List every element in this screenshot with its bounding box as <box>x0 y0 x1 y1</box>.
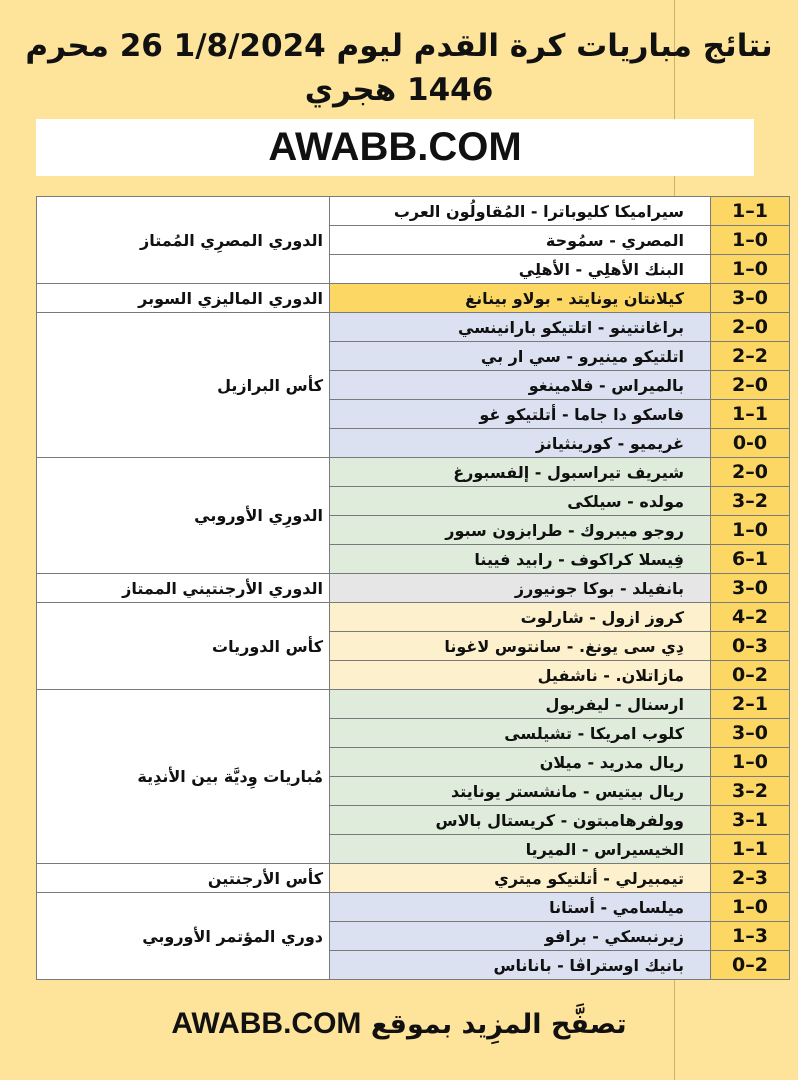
league-name: كأس الدوريات <box>37 603 330 690</box>
match-score: 3–0 <box>711 719 790 748</box>
match-teams: شيريف تيراسبول - إلفسبورغ <box>330 458 711 487</box>
match-score: 1–1 <box>711 835 790 864</box>
match-score: 2–2 <box>711 342 790 371</box>
match-score: 0–2 <box>711 661 790 690</box>
footer-text: تصفَّح المزِيد بموقع <box>370 1009 627 1040</box>
match-score: 1–0 <box>711 748 790 777</box>
match-teams: بانفيلد - بوكا جونيورز <box>330 574 711 603</box>
match-row <box>37 603 790 632</box>
match-teams: تيمبيرلي - أتلتيكو ميتري <box>330 864 711 893</box>
league-name: مُباريات وِديَّة بين الأندِية <box>37 690 330 864</box>
match-score: 1–0 <box>711 255 790 284</box>
match-teams: فاسكو دا جاما - أتلتيكو غو <box>330 400 711 429</box>
match-teams: كيلانتان يونايتد - بولاو بينانغ <box>330 284 711 313</box>
footer-site-link[interactable]: AWABB.COM <box>171 1007 362 1040</box>
match-row <box>37 893 790 922</box>
match-teams: بالميراس - فلامينغو <box>330 371 711 400</box>
match-teams: بانيك اوستراڤا - باناناس <box>330 951 711 980</box>
match-teams: مازاتلان. - ناشفيل <box>330 661 711 690</box>
match-teams: سيراميكا كليوباترا - المُقاولُون العرب <box>330 197 711 226</box>
match-teams: وولفرهامبتون - كريستال بالاس <box>330 806 711 835</box>
league-name: الدوري المصرِي المُمتاز <box>37 197 330 284</box>
match-score: 0-0 <box>711 429 790 458</box>
match-teams: غريميو - كورينثيانز <box>330 429 711 458</box>
league-name: الدورِي الأوروبي <box>37 458 330 574</box>
match-score: 3–0 <box>711 574 790 603</box>
match-score: 1–0 <box>711 226 790 255</box>
match-score: 0–3 <box>711 632 790 661</box>
match-teams: المصري - سمُوحة <box>330 226 711 255</box>
match-teams: الخيسيراس - الميريا <box>330 835 711 864</box>
match-score: 2–0 <box>711 313 790 342</box>
league-name: كأس الأرجنتين <box>37 864 330 893</box>
results-table <box>36 196 790 980</box>
match-row <box>37 458 790 487</box>
match-row <box>37 197 790 226</box>
match-teams: مولده - سيلكى <box>330 487 711 516</box>
match-score: 1–1 <box>711 400 790 429</box>
match-teams: فِيسلا كراكوف - رابيد فيينا <box>330 545 711 574</box>
match-score: 3–0 <box>711 284 790 313</box>
match-teams: ميلسامي - أستانا <box>330 893 711 922</box>
match-score: 3–1 <box>711 806 790 835</box>
league-name: كأس البرازيل <box>37 313 330 458</box>
match-teams: روجو ميبروك - طرابزون سبور <box>330 516 711 545</box>
match-teams: براغانتينو - اتلتيكو بارانينسي <box>330 313 711 342</box>
match-row <box>37 284 790 313</box>
match-row <box>37 574 790 603</box>
match-score: 2–0 <box>711 458 790 487</box>
match-row <box>37 690 790 719</box>
match-teams: زيرنبسكي - برافو <box>330 922 711 951</box>
match-score: 2–3 <box>711 864 790 893</box>
match-teams: اتلتيكو مينيرو - سي ار بي <box>330 342 711 371</box>
match-score: 1–1 <box>711 197 790 226</box>
footer <box>20 1002 778 1047</box>
match-score: 0–2 <box>711 951 790 980</box>
match-teams: كلوب امريكا - تشيلسى <box>330 719 711 748</box>
league-name: الدوري الأرجنتيني الممتاز <box>37 574 330 603</box>
match-row <box>37 864 790 893</box>
match-score: 2–0 <box>711 371 790 400</box>
match-teams: كروز ازول - شارلوت <box>330 603 711 632</box>
match-row <box>37 313 790 342</box>
match-teams: ارسنال - ليفربول <box>330 690 711 719</box>
match-score: 4–2 <box>711 603 790 632</box>
match-score: 2–1 <box>711 690 790 719</box>
match-score: 3–2 <box>711 777 790 806</box>
match-score: 6–1 <box>711 545 790 574</box>
page-title: نتائج مباريات كرة القدم ليوم 1/8/2024 26 محرم 1446 هجري <box>25 28 773 108</box>
match-score: 1–3 <box>711 922 790 951</box>
site-banner[interactable]: AWABB.COM <box>36 119 754 176</box>
match-score: 1–0 <box>711 893 790 922</box>
league-name: دوري المؤتمر الأوروبي <box>37 893 330 980</box>
results-body <box>37 197 790 980</box>
match-teams: ريال مدريد - ميلان <box>330 748 711 777</box>
match-score: 1–0 <box>711 516 790 545</box>
match-score: 3–2 <box>711 487 790 516</box>
league-name: الدوري الماليزي السوبر <box>37 284 330 313</box>
match-teams: ريال بيتيس - مانشستر يونايتد <box>330 777 711 806</box>
match-teams: البنك الأهلِي - الأهلِي <box>330 255 711 284</box>
match-teams: دِي سى يونغ. - سانتوس لاغونا <box>330 632 711 661</box>
